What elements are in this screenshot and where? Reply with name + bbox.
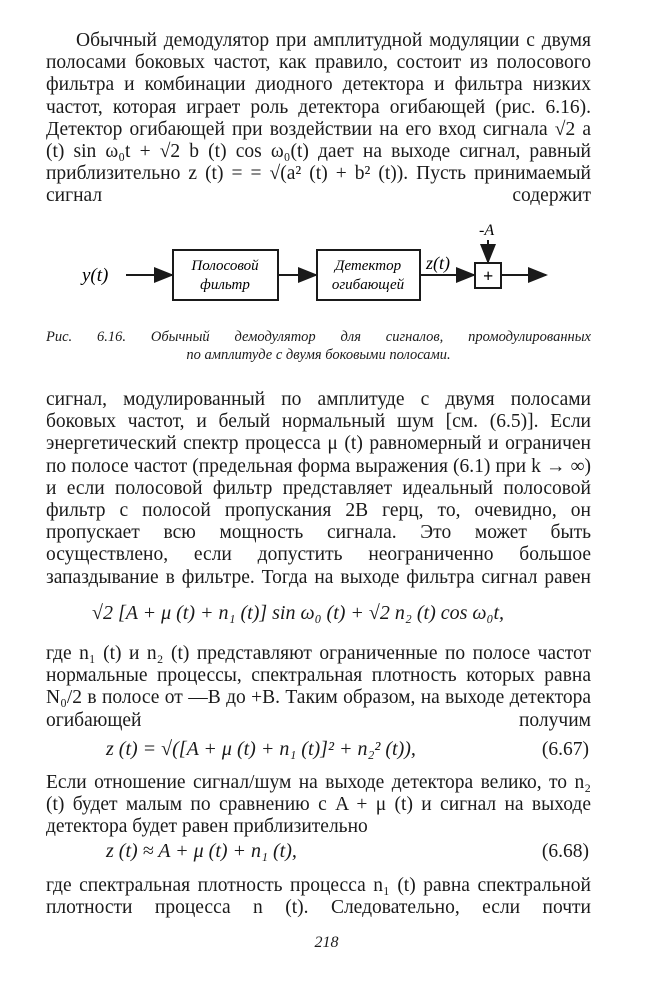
- bandpass-filter-label-line1: Полосовой: [191, 258, 259, 274]
- input-signal-label: y(t): [82, 265, 109, 286]
- envelope-detector-label-line2: огибающей: [331, 277, 405, 293]
- paragraph-high-snr: Если отношение сигнал/шум на выходе детектора велико, то n₂ (t) будет малым по сравнению с A + μ (t) и сигнал на выходе детектора будет равен приблизительно: [46, 772, 591, 838]
- paragraph-noise-processes: где n₁ (t) и n₂ (t) представляют ограниченные по полосе частот нормальные процессы, спектральная плотность которых равна N₀/2 в полосе от —B до +B. Таким образом, на выходе детектора огибающей получим: [46, 643, 591, 731]
- page-number: 218: [314, 934, 339, 951]
- bandpass-filter-label-line2: фильтр: [200, 277, 250, 293]
- equation-6-67: z (t) = √([A + μ (t) + n₁ (t)]² + n₂² (t)),: [106, 738, 416, 760]
- paragraph-spectral-density: где спектральная плотность процесса n₁ (t) равна спектральной плотности процесса n (t). Следовательно, если почти: [46, 875, 591, 919]
- figure-caption-line1: Рис. 6.16. Обычный демодулятор для сигналов, промодулированных: [46, 329, 591, 345]
- offset-label: -A: [479, 222, 495, 239]
- equation-6-68: z (t) ≈ A + μ (t) + n₁ (t),: [106, 840, 297, 862]
- equation-6-68-number: (6.68): [541, 841, 589, 862]
- figure-caption-line2: по амплитуде с двумя боковыми полосами.: [186, 347, 451, 363]
- paragraph-signal-description: сигнал, модулированный по амплитуде с двумя полосами боковых частот, и белый нормальный шум [см. (6.5)]. Если энергетический спектр процесса μ (t) равномерный и ограничен по полосе частот (предельная форма выражения (6.1) при k → ∞) и если полосовой фильтр представляет идеальный полосовой фильтр с полосой пропускания 2B герц, то, очевидно, он пропускает всю мощность сигнала. Это может быть осуществлено, если допустить неограниченно большое запаздывание в фильтре. Тогда на выходе фильтра сигнал равен: [46, 389, 591, 588]
- paragraph-intro: Обычный демодулятор при амплитудной модуляции с двумя полосами боковых частот, как правило, состоит из полосового фильтра и комбинации диодного детектора и фильтра низких частот, которая играет роль детектора огибающей (рис. 6.16). Детектор огибающей при воздействии на его вход сигнала √2 a (t) sin ω₀t + √2 b (t) cos ω₀(t) дает на выходе сигнал, равный приблизительно z (t) = = √(a² (t) + b² (t)). Пусть принимаемый сигнал содержит: [46, 30, 591, 207]
- filter-output-equation: √2 [A + μ (t) + n₁ (t)] sin ω₀ (t) + √2 n₂ (t) cos ω₀t,: [92, 602, 505, 624]
- equation-6-67-number: (6.67): [541, 739, 589, 760]
- detector-output-label: z(t): [426, 253, 450, 273]
- figure-caption: [46, 328, 591, 364]
- summer-plus-sign: +: [482, 266, 494, 286]
- envelope-detector-label-line1: Детектор: [334, 258, 402, 274]
- demodulator-block-diagram: [80, 218, 570, 308]
